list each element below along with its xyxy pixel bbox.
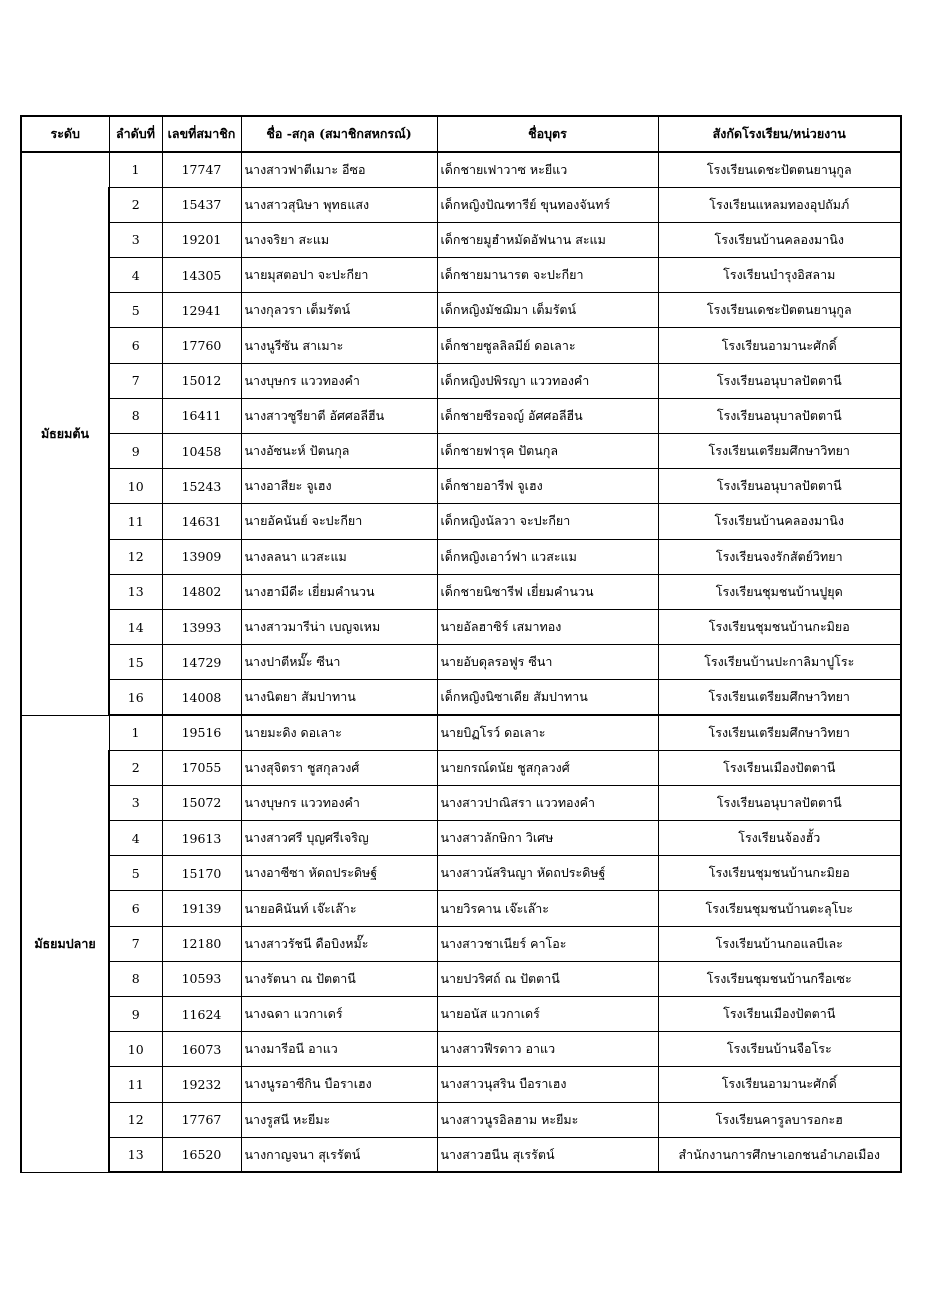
member-name-cell: นางลลนา แวสะแม xyxy=(241,539,437,574)
order-cell: 14 xyxy=(109,609,162,644)
member-id-cell: 12180 xyxy=(162,926,241,961)
table-row xyxy=(21,574,901,609)
member-id-cell: 19516 xyxy=(162,715,241,750)
order-cell: 2 xyxy=(109,750,162,785)
order-cell: 12 xyxy=(109,539,162,574)
member-id-cell: 14305 xyxy=(162,258,241,293)
member-id-cell: 15170 xyxy=(162,856,241,891)
child-name-cell: นางสาวนูรอิลฮาม หะยีมะ xyxy=(437,1102,658,1137)
child-name-cell: เด็กชายซีรอจญ์ อัศศอลีฮีน xyxy=(437,398,658,433)
child-name-cell: เด็กหญิงปพิรญา แววทองคำ xyxy=(437,363,658,398)
school-cell: โรงเรียนบ้านปะกาลิมาปูโระ xyxy=(658,645,901,680)
member-name-cell: นางกุลวรา เต็มรัตน์ xyxy=(241,293,437,328)
order-cell: 6 xyxy=(109,328,162,363)
order-cell: 8 xyxy=(109,961,162,996)
school-cell: โรงเรียนจ้องฮั้ว xyxy=(658,821,901,856)
order-cell: 11 xyxy=(109,1067,162,1102)
child-name-cell: เด็กชายฟารุค ปัตนกุล xyxy=(437,434,658,469)
order-cell: 1 xyxy=(109,715,162,750)
school-cell: โรงเรียนบ้านคลองมานิง xyxy=(658,504,901,539)
member-name-cell: นางมารีอนี อาแว xyxy=(241,1032,437,1067)
table-row xyxy=(21,785,901,820)
school-cell: โรงเรียนบ้านกอแลบีเละ xyxy=(658,926,901,961)
member-name-cell: นางนิตยา สัมปาทาน xyxy=(241,680,437,715)
school-cell: โรงเรียนจงรักสัตย์วิทยา xyxy=(658,539,901,574)
member-name-cell: นายมะดิง ดอเลาะ xyxy=(241,715,437,750)
order-cell: 3 xyxy=(109,222,162,257)
member-id-cell: 17747 xyxy=(162,152,241,187)
table-row xyxy=(21,363,901,398)
member-id-cell: 16073 xyxy=(162,1032,241,1067)
table-row xyxy=(21,997,901,1032)
order-cell: 13 xyxy=(109,1137,162,1172)
child-name-cell: นายปวริศถ์ ณ ปัตตานี xyxy=(437,961,658,996)
order-cell: 7 xyxy=(109,363,162,398)
order-cell: 3 xyxy=(109,785,162,820)
child-name-cell: นายบิฏโรว์ ดอเลาะ xyxy=(437,715,658,750)
member-id-cell: 11624 xyxy=(162,997,241,1032)
child-name-cell: นางสาวลักษิกา วิเศษ xyxy=(437,821,658,856)
table-row xyxy=(21,645,901,680)
table-row xyxy=(21,926,901,961)
member-id-cell: 19201 xyxy=(162,222,241,257)
child-name-cell: เด็กหญิงนิซาเดีย สัมปาทาน xyxy=(437,680,658,715)
member-id-cell: 15072 xyxy=(162,785,241,820)
level-cell: มัธยมปลาย xyxy=(21,715,109,1172)
order-cell: 5 xyxy=(109,293,162,328)
child-name-cell: นางสาวปาณิสรา แววทองคำ xyxy=(437,785,658,820)
school-cell: โรงเรียนเดชะปัตตนยานุกูล xyxy=(658,152,901,187)
table-row xyxy=(21,469,901,504)
school-cell: โรงเรียนอามานะศักดิ์ xyxy=(658,1067,901,1102)
member-name-cell: นางอาซีซา หัดถประดิษฐ์ xyxy=(241,856,437,891)
header-child-name: ชื่อบุตร xyxy=(437,116,658,152)
child-name-cell: นายวิรคาน เจ๊ะเล๊าะ xyxy=(437,891,658,926)
order-cell: 10 xyxy=(109,469,162,504)
member-id-cell: 14008 xyxy=(162,680,241,715)
member-name-cell: นายอคินันท์ เจ๊ะเล๊าะ xyxy=(241,891,437,926)
child-name-cell: นางสาวฟีรดาว อาแว xyxy=(437,1032,658,1067)
table-row xyxy=(21,680,901,715)
member-id-cell: 14729 xyxy=(162,645,241,680)
table-row xyxy=(21,258,901,293)
order-cell: 13 xyxy=(109,574,162,609)
member-id-cell: 15437 xyxy=(162,187,241,222)
table-row xyxy=(21,715,901,750)
child-name-cell: นางสาวนัสรินญา หัดถประดิษฐ์ xyxy=(437,856,658,891)
child-name-cell: นายกรณ์ดนัย ชูสกุลวงศ์ xyxy=(437,750,658,785)
header-level: ระดับ xyxy=(21,116,109,152)
member-id-cell: 16520 xyxy=(162,1137,241,1172)
table-row xyxy=(21,821,901,856)
member-name-cell: นางปาตีหมั๊ะ ซีนา xyxy=(241,645,437,680)
member-children-table xyxy=(20,115,902,1173)
member-name-cell: นางรูสนี หะยีมะ xyxy=(241,1102,437,1137)
member-id-cell: 15012 xyxy=(162,363,241,398)
member-id-cell: 13993 xyxy=(162,609,241,644)
header-order: ลำดับที่ xyxy=(109,116,162,152)
member-name-cell: นางสาวศรี บุญศรีเจริญ xyxy=(241,821,437,856)
member-id-cell: 19139 xyxy=(162,891,241,926)
table-row xyxy=(21,856,901,891)
member-name-cell: นางนูรอาซีกิน บือราเฮง xyxy=(241,1067,437,1102)
header-row xyxy=(21,116,901,152)
order-cell: 9 xyxy=(109,997,162,1032)
member-name-cell: นางสาวซูรียาตี อัศศอลีฮีน xyxy=(241,398,437,433)
table-row xyxy=(21,609,901,644)
member-id-cell: 13909 xyxy=(162,539,241,574)
school-cell: โรงเรียนเมืองปัตตานี xyxy=(658,750,901,785)
member-name-cell: นางอาสียะ จูเฮง xyxy=(241,469,437,504)
order-cell: 16 xyxy=(109,680,162,715)
order-cell: 4 xyxy=(109,821,162,856)
school-cell: โรงเรียนบ้านจือโระ xyxy=(658,1032,901,1067)
child-name-cell: เด็กหญิงนัลวา จะปะกียา xyxy=(437,504,658,539)
table-header xyxy=(21,116,901,152)
school-cell: โรงเรียนอนุบาลปัตตานี xyxy=(658,398,901,433)
table-row xyxy=(21,539,901,574)
member-id-cell: 10593 xyxy=(162,961,241,996)
member-name-cell: นายอัคนันย์ จะปะกียา xyxy=(241,504,437,539)
school-cell: สำนักงานการศึกษาเอกชนอำเภอเมือง xyxy=(658,1137,901,1172)
school-cell: โรงเรียนชุมชนบ้านปูยุด xyxy=(658,574,901,609)
order-cell: 4 xyxy=(109,258,162,293)
child-name-cell: เด็กชายนิซารีฟ เยี่ยมคำนวน xyxy=(437,574,658,609)
member-name-cell: นางสาวรัชนี ดือบิงหมั๊ะ xyxy=(241,926,437,961)
order-cell: 12 xyxy=(109,1102,162,1137)
child-name-cell: เด็กหญิงมัชฌิมา เต็มรัตน์ xyxy=(437,293,658,328)
member-name-cell: นางสุจิตรา ชูสกุลวงศ์ xyxy=(241,750,437,785)
member-name-cell: นางบุษกร แววทองคำ xyxy=(241,785,437,820)
child-name-cell: เด็กหญิงปัณฑารีย์ ขุนทองจันทร์ xyxy=(437,187,658,222)
child-name-cell: นางสาวฮนีน สุเรรัตน์ xyxy=(437,1137,658,1172)
table-body xyxy=(21,152,901,1172)
school-cell: โรงเรียนอนุบาลปัตตานี xyxy=(658,785,901,820)
table-row xyxy=(21,1137,901,1172)
member-name-cell: นางรัตนา ณ ปัตตานี xyxy=(241,961,437,996)
header-member-name: ชื่อ -สกุล (สมาชิกสหกรณ์) xyxy=(241,116,437,152)
member-id-cell: 17760 xyxy=(162,328,241,363)
school-cell: โรงเรียนบำรุงอิสลาม xyxy=(658,258,901,293)
member-name-cell: นางอัซนะห์ ปัตนกุล xyxy=(241,434,437,469)
order-cell: 6 xyxy=(109,891,162,926)
member-name-cell: นางบุษกร แววทองคำ xyxy=(241,363,437,398)
child-name-cell: นางสาวนุสริน บือราเฮง xyxy=(437,1067,658,1102)
school-cell: โรงเรียนเมืองปัตตานี xyxy=(658,997,901,1032)
school-cell: โรงเรียนแหลมทองอุปถัมภ์ xyxy=(658,187,901,222)
member-name-cell: นางฉดา แวกาเดร์ xyxy=(241,997,437,1032)
member-name-cell: นางนูรีซัน สาเมาะ xyxy=(241,328,437,363)
child-name-cell: เด็กชายอารีฟ จูเฮง xyxy=(437,469,658,504)
member-id-cell: 19232 xyxy=(162,1067,241,1102)
table-row xyxy=(21,750,901,785)
table-row xyxy=(21,328,901,363)
table-row xyxy=(21,961,901,996)
member-name-cell: นายมุสตอปา จะปะกียา xyxy=(241,258,437,293)
school-cell: โรงเรียนอามานะศักดิ์ xyxy=(658,328,901,363)
table-row xyxy=(21,891,901,926)
school-cell: โรงเรียนชุมชนบ้านกะมิยอ xyxy=(658,856,901,891)
header-member-id: เลขที่สมาชิก xyxy=(162,116,241,152)
table-row xyxy=(21,398,901,433)
school-cell: โรงเรียนชุมชนบ้านตะลุโบะ xyxy=(658,891,901,926)
member-id-cell: 19613 xyxy=(162,821,241,856)
member-name-cell: นางสาวสุนิษา พุทธแสง xyxy=(241,187,437,222)
member-id-cell: 17767 xyxy=(162,1102,241,1137)
table-row xyxy=(21,504,901,539)
child-name-cell: นายอัลฮาซิร์ เสมาทอง xyxy=(437,609,658,644)
order-cell: 2 xyxy=(109,187,162,222)
child-name-cell: นางสาวชาเนียร์ คาโอะ xyxy=(437,926,658,961)
member-id-cell: 17055 xyxy=(162,750,241,785)
member-id-cell: 14802 xyxy=(162,574,241,609)
school-cell: โรงเรียนเดชะปัตตนยานุกูล xyxy=(658,293,901,328)
member-id-cell: 10458 xyxy=(162,434,241,469)
table-row xyxy=(21,434,901,469)
child-name-cell: เด็กชายเฟาวาซ หะยีแว xyxy=(437,152,658,187)
order-cell: 1 xyxy=(109,152,162,187)
school-cell: โรงเรียนชุมชนบ้านกะมิยอ xyxy=(658,609,901,644)
member-name-cell: นางฮามีดีะ เยี่ยมคำนวน xyxy=(241,574,437,609)
child-name-cell: นายอับดุลรอฟูร ซีนา xyxy=(437,645,658,680)
order-cell: 9 xyxy=(109,434,162,469)
member-id-cell: 15243 xyxy=(162,469,241,504)
table-row xyxy=(21,152,901,187)
member-name-cell: นางจริยา สะแม xyxy=(241,222,437,257)
table-row xyxy=(21,1102,901,1137)
member-name-cell: นางสาวมารีน่า เบญจเหม xyxy=(241,609,437,644)
table-row xyxy=(21,1032,901,1067)
header-school: สังกัดโรงเรียน/หน่วยงาน xyxy=(658,116,901,152)
school-cell: โรงเรียนเตรียมศึกษาวิทยา xyxy=(658,434,901,469)
member-name-cell: นางกาญจนา สุเรรัตน์ xyxy=(241,1137,437,1172)
order-cell: 10 xyxy=(109,1032,162,1067)
member-id-cell: 16411 xyxy=(162,398,241,433)
child-name-cell: นายอนัส แวกาเดร์ xyxy=(437,997,658,1032)
school-cell: โรงเรียนเตรียมศึกษาวิทยา xyxy=(658,680,901,715)
member-name-cell: นางสาวฟาตีเมาะ อีซอ xyxy=(241,152,437,187)
level-cell: มัธยมต้น xyxy=(21,152,109,715)
child-name-cell: เด็กหญิงเอาว์ฟา แวสะแม xyxy=(437,539,658,574)
school-cell: โรงเรียนเตรียมศึกษาวิทยา xyxy=(658,715,901,750)
child-name-cell: เด็กชายมูฮำหมัดอัฟนาน สะแม xyxy=(437,222,658,257)
child-name-cell: เด็กชายมานารต จะปะกียา xyxy=(437,258,658,293)
child-name-cell: เด็กชายซูลลิลมีย์ ดอเลาะ xyxy=(437,328,658,363)
member-id-cell: 12941 xyxy=(162,293,241,328)
school-cell: โรงเรียนบ้านคลองมานิง xyxy=(658,222,901,257)
table-row xyxy=(21,1067,901,1102)
order-cell: 15 xyxy=(109,645,162,680)
order-cell: 5 xyxy=(109,856,162,891)
school-cell: โรงเรียนคารูลบารอกะฮ xyxy=(658,1102,901,1137)
order-cell: 7 xyxy=(109,926,162,961)
member-id-cell: 14631 xyxy=(162,504,241,539)
table-row xyxy=(21,222,901,257)
order-cell: 11 xyxy=(109,504,162,539)
table-row xyxy=(21,187,901,222)
order-cell: 8 xyxy=(109,398,162,433)
table-row xyxy=(21,293,901,328)
school-cell: โรงเรียนอนุบาลปัตตานี xyxy=(658,469,901,504)
school-cell: โรงเรียนชุมชนบ้านกรือเซะ xyxy=(658,961,901,996)
school-cell: โรงเรียนอนุบาลปัตตานี xyxy=(658,363,901,398)
